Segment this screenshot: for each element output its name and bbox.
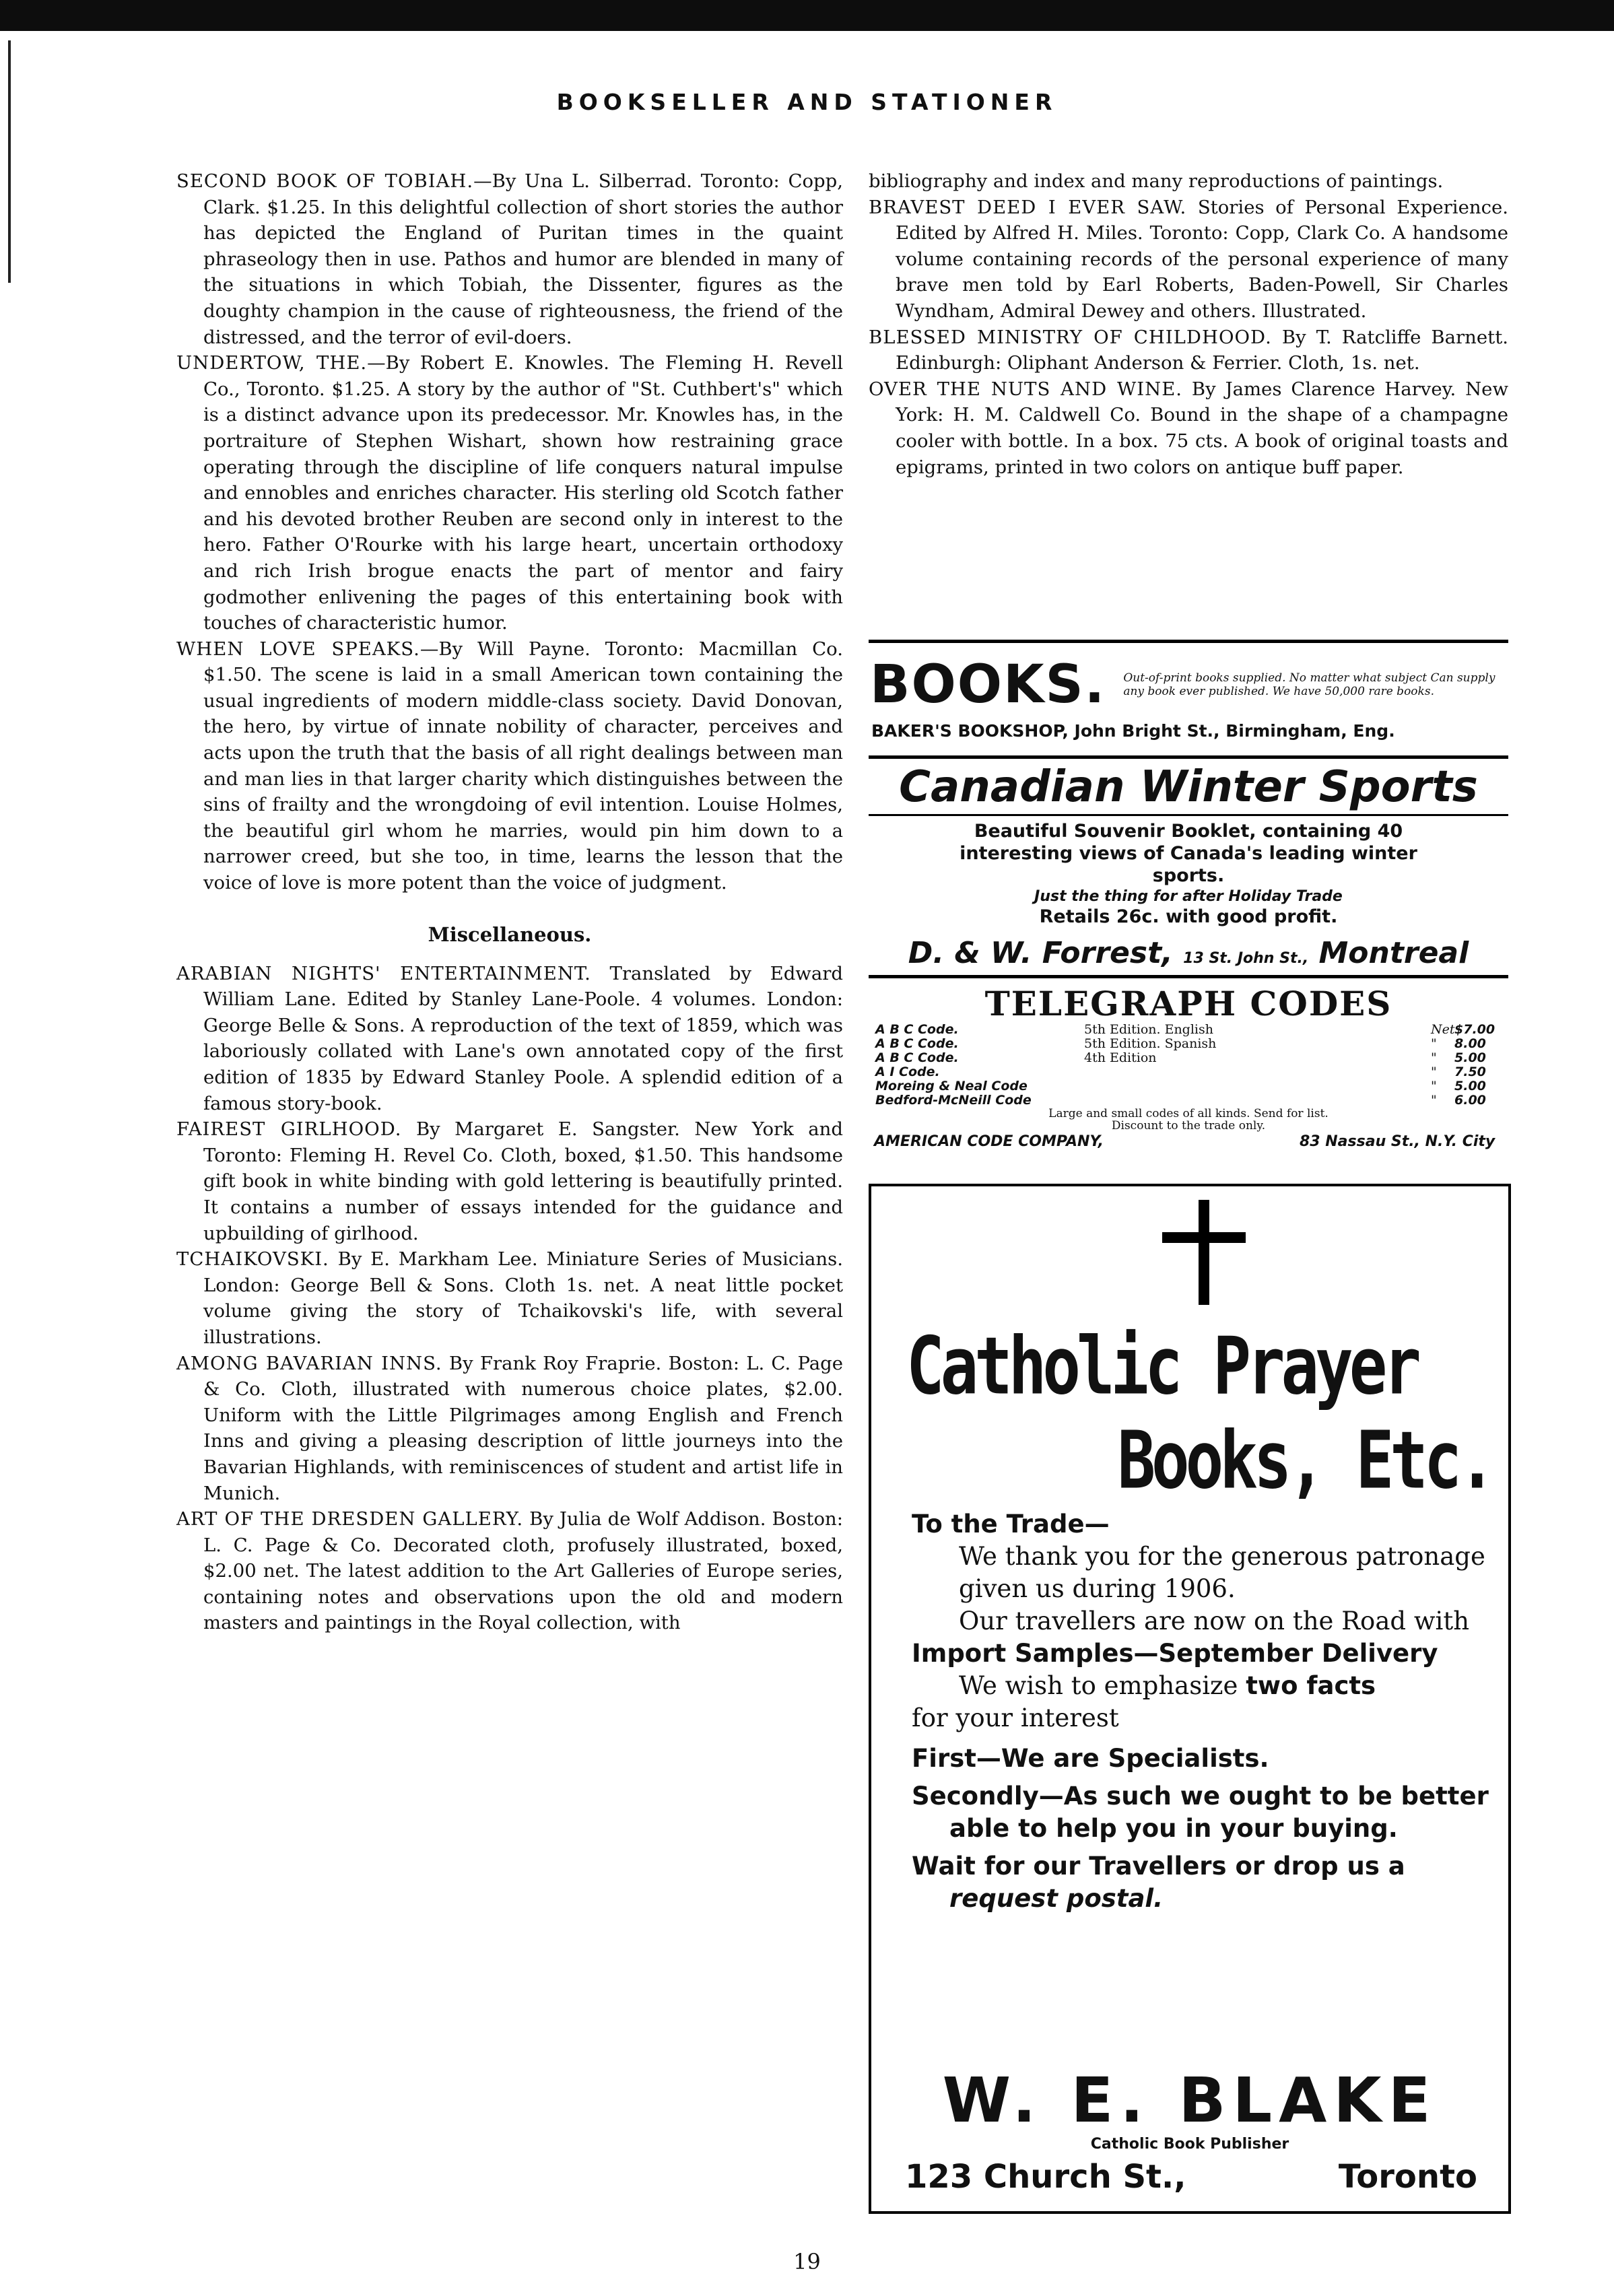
misc-entry: ART OF THE DRESDEN GALLERY. By Julia de Wolf Addison. Boston: L. C. Page & Co. Decorated cloth, profusely illustrated, boxed, $2.00 net. The latest addition to the Art Galleries of Europe series, containing notes and observations upon the old and modern masters and paintings in the Royal collection, with (176, 1508, 843, 1634)
winter-sports-tagline: Just the thing for after Holiday Trade (1034, 888, 1343, 905)
code-company: AMERICAN CODE COMPANY, 83 Nassau St., N.Y. City (874, 1133, 1495, 1150)
running-head: BOOKSELLER AND STATIONER (556, 89, 1058, 115)
to-the-trade: To the Trade— (912, 1510, 1110, 1539)
bakers-bookshop: BAKER'S BOOKSHOP, John Bright St., Birmingham, Eng. (871, 721, 1395, 741)
catholic-prayer-books-advertisement (869, 1184, 1511, 2214)
code-price-row: A B C Code. 5th Edition. Spanish " 8.00 (875, 1036, 1486, 1051)
review-entry-continued: bibliography and index and many reproductions of paintings. (869, 170, 1444, 192)
publisher-tagline: Catholic Book Publisher (1090, 2136, 1289, 2153)
review-entry: UNDERTOW, THE.—By Robert E. Knowles. The Fleming H. Revell Co., Toronto. $1.25. A story by the author of "St. Cuthbert's" which is a distinct advance upon its predecessor. Mr. Knowles has, in the portraiture of Stephen Wishart, shown how restraining grace operating through the discipline of life conquers natural impulse and ennobles and enriches character. His sterling old Scotch father and his devoted brother Reuben are second only in interest to the hero. Father O'Rourke with his large heart, uncertain orthodoxy and rich Irish brogue enacts the part of mentor and fairy godmother enlivening the pages of this entertaining book with touches of characteristic humor. (176, 352, 843, 634)
trade-discount-note: Discount to the trade only. (1111, 1119, 1266, 1133)
catholic-title-line2: Books, Etc. (1117, 1415, 1492, 1508)
second-fact: Secondly—As such we ought to be better able to help you in your buying. (912, 1782, 1489, 1843)
books-advertisement (869, 640, 1508, 741)
interest-text: for your interest (912, 1703, 1119, 1732)
review-entry: SECOND BOOK OF TOBIAH.—By Una L. Silberrad. Toronto: Copp, Clark. $1.25. In this delightful collection of short stories the author has depicted the England of Puritan times in the quaint phraseology then in use. Pathos and humor are blended in many of the situations in which Tobiah, the Dissenter, figures as the doughty champion in the cause of righteousness, the friend of the distressed, and the terror of evil-doers. (176, 170, 843, 348)
review-entry: BRAVEST DEED I EVER SAW. Stories of Personal Experience. Edited by Alfred H. Miles. Toronto: Copp, Clark Co. A handsome volume containing records of the personal experience of many brave men told by Earl Roberts, Baden-Powell, Sir Charles Wyndham, Admiral Dewey and others. Illustrated. (869, 196, 1509, 322)
travellers-text: Our travellers are now on the Road with (959, 1607, 1470, 1635)
misc-entry: ARABIAN NIGHTS' ENTERTAINMENT. Translated by Edward William Lane. Edited by Stanley Lane-Poole. 4 volumes. London: George Belle & Sons. A reproduction of the text of 1859, which was laboriously collated with Lane's own annotated copy of the first edition of 1835 by Edward Stanley Poole. A splendid edition of a famous story-book. (176, 962, 843, 1114)
review-entry: BLESSED MINISTRY OF CHILDHOOD. By T. Ratcliffe Barnett. Edinburgh: Oliphant Anderson & Ferrier. Cloth, 1s. net. (869, 326, 1509, 374)
misc-entry: TCHAIKOVSKI. By E. Markham Lee. Miniature Series of Musicians. London: George Bell & Sons. Cloth 1s. net. A neat little pocket volume giving the story of Tchaikovski's life, with several illustrations. (176, 1248, 843, 1348)
wait-note: Wait for our Travellers or drop us a request postal. (912, 1852, 1405, 1913)
code-price-row: Moreing & Neal Code " 5.00 (875, 1079, 1486, 1093)
forrest-address: D. & W. Forrest, 13 St. John St., Montreal (908, 936, 1469, 970)
misc-entry: FAIREST GIRLHOOD. By Margaret E. Sangster. New York and Toronto: Fleming H. Revel Co. Cloth, boxed, $1.50. This handsome gift book in white binding with gold lettering is beautifully printed. It contains a number of essays intended for the guidance and upbuilding of girlhood. (176, 1118, 843, 1244)
catholic-ad-body (912, 1508, 1491, 1915)
import-samples: Import Samples—September Delivery (912, 1639, 1438, 1668)
telegraph-codes-title: TELEGRAPH CODES (984, 984, 1392, 1023)
emphasize-text: We wish to emphasize two facts (959, 1671, 1376, 1700)
publisher-name: W. E. BLAKE (942, 2064, 1438, 2136)
code-price-row: A I Code. " 7.50 (875, 1065, 1486, 1079)
first-fact: First—We are Specialists. (912, 1744, 1269, 1773)
winter-sports-price: Retails 26c. with good profit. (1039, 906, 1338, 927)
code-price-row: A B C Code. 4th Edition " 5.00 (875, 1050, 1486, 1065)
books-headline: BOOKS. (870, 654, 1106, 715)
miscellaneous-heading: Miscellaneous. (428, 922, 592, 946)
books-note: Out-of-print books supplied. No matter what subject Can supply any book ever published. We have 50,000 rare books. (1123, 671, 1495, 698)
winter-sports-advertisement (869, 755, 1508, 977)
page-number: 19 (793, 2249, 821, 2274)
code-price-row: Bedford-McNeill Code " 6.00 (875, 1093, 1486, 1108)
left-scan-mark (8, 40, 11, 283)
top-scan-border (0, 0, 1614, 31)
misc-entry: AMONG BAVARIAN INNS. By Frank Roy Fraprie. Boston: L. C. Page & Co. Cloth, illustrated with numerous choice plates, $2.00. Uniform with the Little Pilgrimages among English and French Inns and giving a pleasing description of little journeys into the Bavarian Highlands, with reminiscences of student and artist life in Munich. (176, 1352, 843, 1504)
thanks-text: We thank you for the generous patronage given us during 1906. (959, 1542, 1485, 1603)
winter-sports-title: Canadian Winter Sports (899, 762, 1478, 812)
publisher-address: 123 Church St., Toronto (905, 2158, 1477, 2196)
winter-sports-description: Beautiful Souvenir Booklet, containing 40 interesting views of Canada's leading winter sports. (960, 821, 1417, 886)
review-entry: WHEN LOVE SPEAKS.—By Will Payne. Toronto: Macmillan Co. $1.50. The scene is laid in a small American town containing the usual ingredients of modern middle-class society. David Donovan, the hero, by virtue of innate nobility of character, perceives and acts upon the truth that the basis of all right dealings between man and man lies in that larger charity which distinguishes between the sins of frailty and the wrongdoing of evil intention. Louise Holmes, the beautiful girl whom he marries, would pin him down to a narrower creed, but she too, in time, learns the lesson that the voice of love is more potent than the voice of judgment. (176, 638, 843, 894)
divider (869, 814, 1508, 816)
telegraph-codes-advertisement (869, 975, 1508, 1151)
code-price-row: A B C Code. 5th Edition. English Net $7.00 (875, 1022, 1495, 1037)
right-column (869, 168, 1508, 480)
codes-note: Large and small codes of all kinds. Send for list. (1048, 1107, 1329, 1120)
cross-icon-bar (1162, 1232, 1246, 1243)
catholic-title-line1: Catholic Prayer (906, 1321, 1417, 1413)
cross-icon (1199, 1200, 1209, 1305)
review-entry: OVER THE NUTS AND WINE. By James Clarence Harvey. New York: H. M. Caldwell Co. Bound in the shape of a champagne cooler with bottle. In a box. 75 cts. A book of original toasts and epigrams, printed in two colors on antique buff paper. (869, 378, 1508, 478)
left-column (176, 168, 843, 1636)
